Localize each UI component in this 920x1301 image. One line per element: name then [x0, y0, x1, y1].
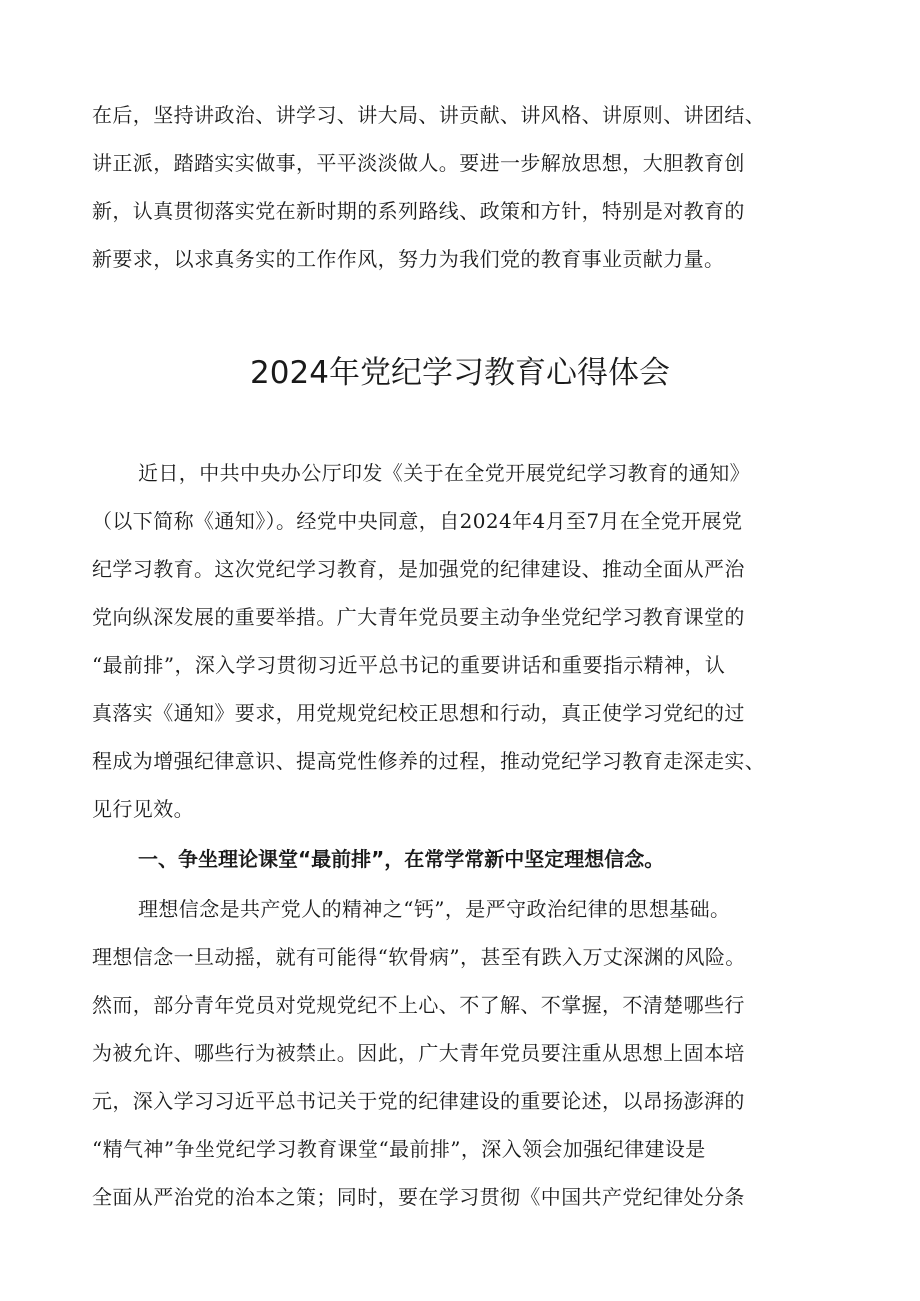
section-paragraph-line: 然而，部分青年党员对党规党纪不上心、不了解、不掌握，不清楚哪些行 — [92, 993, 745, 1017]
intro-paragraph-line: 真落实《通知》要求，用党规党纪校正思想和行动，真正使学习党纪的过 — [92, 701, 745, 725]
section-paragraph-line: “精气神”争坐党纪学习教育课堂“最前排”，深入领会加强纪律建设是 — [92, 1137, 706, 1161]
intro-paragraph-line: （以下简称《通知》）。经党中央同意，自2024年4月至7月在全党开展党 — [92, 509, 743, 533]
article-title: 2024年党纪学习教育心得体会 — [250, 355, 670, 391]
intro-paragraph-line: 近日，中共中央办公厅印发《关于在全党开展党纪学习教育的通知》 — [138, 461, 750, 485]
intro-paragraph-line: 纪学习教育。这次党纪学习教育，是加强党的纪律建设、推动全面从严治 — [92, 557, 745, 581]
prev-paragraph-line: 新，认真贯彻落实党在新时期的系列路线、政策和方针，特别是对教育的 — [92, 199, 745, 223]
section-paragraph-line: 理想信念一旦动摇，就有可能得“软骨病”，甚至有跌入万丈深渊的风险。 — [92, 945, 746, 969]
prev-paragraph-line: 讲正派，踏踏实实做事，平平淡淡做人。要进一步解放思想，大胆教育创 — [92, 151, 745, 175]
intro-paragraph-line: “最前排”，深入学习贯彻习近平总书记的重要讲话和重要指示精神，认 — [92, 653, 726, 677]
prev-paragraph-line: 新要求，以求真务实的工作作风，努力为我们党的教育事业贡献力量。 — [92, 247, 725, 271]
section-paragraph-line: 理想信念是共产党人的精神之“钙”，是严守政治纪律的思想基础。 — [138, 897, 731, 921]
section-paragraph-line: 全面从严治党的治本之策；同时，要在学习贯彻《中国共产党纪律处分条 — [92, 1185, 745, 1209]
intro-paragraph-line: 程成为增强纪律意识、提高党性修养的过程，推动党纪学习教育走深走实、 — [92, 749, 766, 773]
intro-paragraph-line: 见行见效。 — [92, 797, 194, 821]
section-paragraph-line: 为被允许、哪些行为被禁止。因此，广大青年党员要注重从思想上固本培 — [92, 1041, 745, 1065]
section-paragraph-line: 元，深入学习习近平总书记关于党的纪律建设的重要论述，以昂扬澎湃的 — [92, 1089, 745, 1113]
section-heading: 一、争坐理论课堂“最前排”，在常学常新中坚定理想信念。 — [138, 847, 665, 871]
intro-paragraph-line: 党向纵深发展的重要举措。广大青年党员要主动争坐党纪学习教育课堂的 — [92, 605, 745, 629]
prev-paragraph-line: 在后，坚持讲政治、讲学习、讲大局、讲贡献、讲风格、讲原则、讲团结、 — [92, 103, 766, 127]
